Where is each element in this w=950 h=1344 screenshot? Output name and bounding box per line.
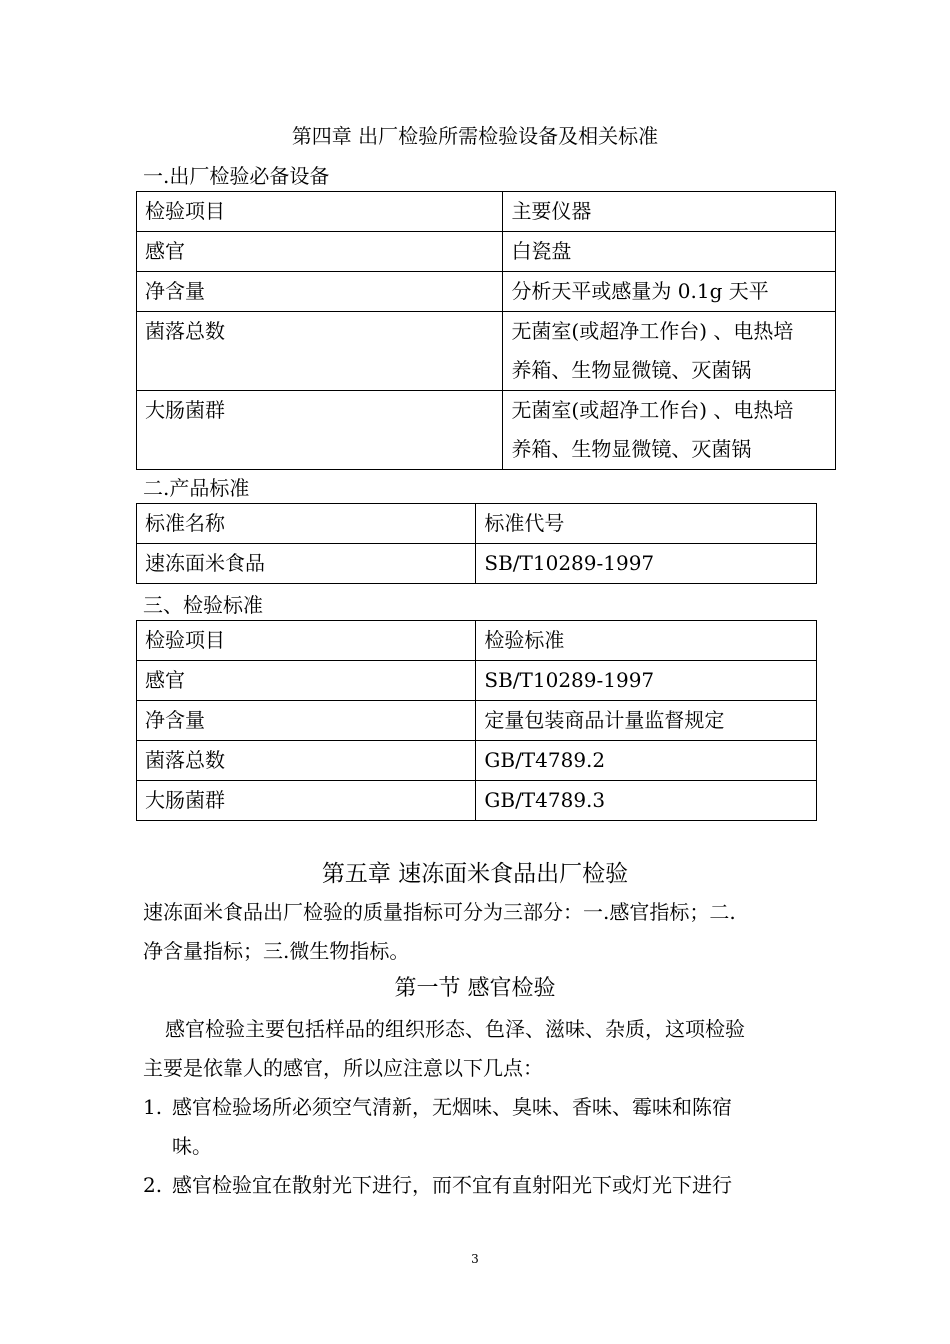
table-cell: 感官 <box>137 232 503 272</box>
table-cell: 菌落总数 <box>137 312 503 391</box>
list-item-1-line2: 味。 <box>172 1134 212 1158</box>
equipment-table <box>136 191 836 470</box>
chapter4-title: 第四章 出厂检验所需检验设备及相关标准 <box>291 124 659 148</box>
cell-line: 无菌室(或超净工作台) 、电热培 <box>511 398 794 422</box>
table-cell <box>503 312 836 391</box>
table-cell: 感官 <box>137 661 476 701</box>
table-cell: 菌落总数 <box>137 741 476 781</box>
table-row <box>137 661 817 701</box>
cell-line: 养箱、生物显微镜、灭菌锅 <box>511 358 752 382</box>
chapter5-intro-line1: 速冻面米食品出厂检验的质量指标可分为三部分：一.感官指标；二. <box>143 900 736 924</box>
cell-line: 分析天平或感量为 0.1g 天平 <box>511 279 769 303</box>
table-header-cell: 标准代号 <box>476 504 817 544</box>
table-cell: 净含量 <box>137 272 503 312</box>
inspection-standard-table <box>136 620 817 821</box>
table-cell <box>503 232 836 272</box>
paragraph-line2: 主要是依靠人的感官，所以应注意以下几点： <box>143 1056 543 1080</box>
list-item-2-line1: 感官检验宜在散射光下进行，而不宜有直射阳光下或灯光下进行 <box>172 1173 732 1197</box>
page-number: 3 <box>471 1252 479 1266</box>
chapter5-title: 第五章 速冻面米食品出厂检验 <box>321 861 629 887</box>
table-row <box>137 701 817 741</box>
table-header-cell: 标准名称 <box>137 504 476 544</box>
paragraph-line1: 感官检验主要包括样品的组织形态、色泽、滋味、杂质，这项检验 <box>165 1017 745 1041</box>
chapter5-intro-line2: 净含量指标；三.微生物指标。 <box>143 939 410 963</box>
table-cell: 定量包装商品计量监督规定 <box>476 701 817 741</box>
list-item-1-line1: 感官检验场所必须空气清新，无烟味、臭味、香味、霉味和陈宿 <box>172 1095 732 1119</box>
table-cell: GB/T4789.2 <box>476 741 817 781</box>
section2-heading: 二.产品标准 <box>143 476 250 500</box>
table-cell: 净含量 <box>137 701 476 741</box>
table-row <box>137 312 836 391</box>
cell-line: 白瓷盘 <box>511 239 572 263</box>
table-cell <box>503 391 836 470</box>
list-item-number: 2. <box>143 1173 163 1197</box>
table-row <box>137 232 836 272</box>
table-cell: 大肠菌群 <box>137 781 476 821</box>
table-header-cell: 检验标准 <box>476 621 817 661</box>
cell-line: 养箱、生物显微镜、灭菌锅 <box>511 437 752 461</box>
table-row <box>137 781 817 821</box>
table-header-cell: 检验项目 <box>137 621 476 661</box>
table-cell: 大肠菌群 <box>137 391 503 470</box>
cell-line: 无菌室(或超净工作台) 、电热培 <box>511 319 794 343</box>
table-row <box>137 272 836 312</box>
section-title: 第一节 感官检验 <box>394 976 556 1001</box>
table-header-row <box>137 192 836 232</box>
table-cell <box>503 272 836 312</box>
table-header-row <box>137 504 817 544</box>
table-header-row <box>137 621 817 661</box>
table-cell: SB/T10289-1997 <box>476 661 817 701</box>
table-cell: SB/T10289-1997 <box>476 544 817 584</box>
section3-heading: 三、检验标准 <box>143 593 263 617</box>
table-row <box>137 391 836 470</box>
table-header-cell: 主要仪器 <box>503 192 836 232</box>
section1-heading: 一.出厂检验必备设备 <box>143 164 330 188</box>
product-standard-table <box>136 503 817 584</box>
table-row <box>137 741 817 781</box>
table-row <box>137 544 817 584</box>
table-cell: GB/T4789.3 <box>476 781 817 821</box>
table-header-cell: 检验项目 <box>137 192 503 232</box>
list-item-number: 1. <box>143 1095 163 1119</box>
table-cell: 速冻面米食品 <box>137 544 476 584</box>
